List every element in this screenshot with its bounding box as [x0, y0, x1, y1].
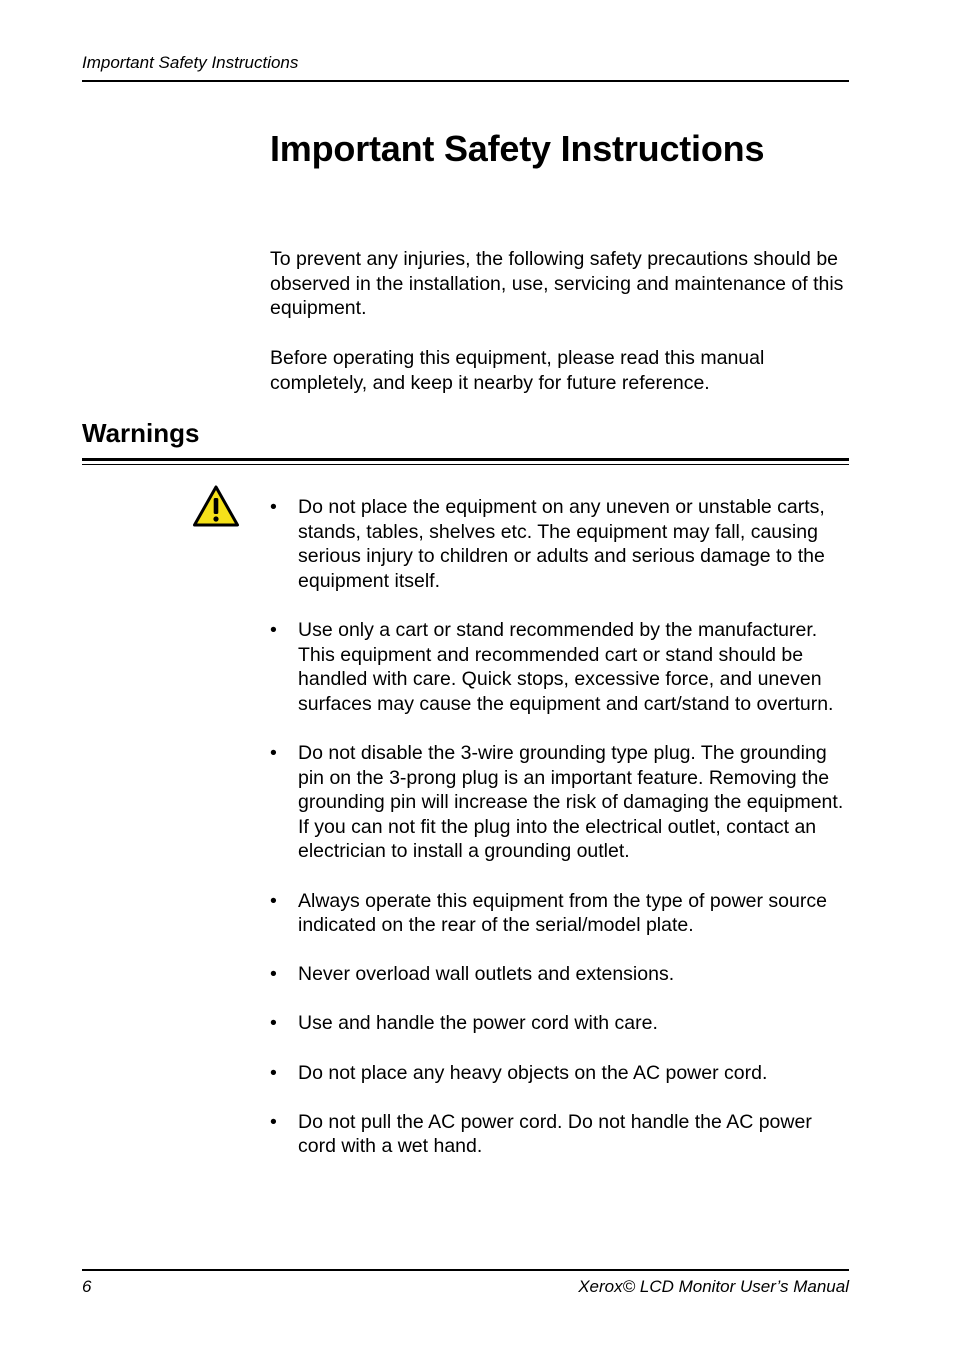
warning-text: Use only a cart or stand recommended by the manufacturer. This equipment and recommended cart or stand should be handled with care. Quick stops, excessive force, and uneven surfaces may cause the equipment and cart/stand to overturn. — [298, 618, 834, 715]
page-number: 6 — [82, 1277, 92, 1296]
warning-item — [270, 1110, 850, 1159]
warning-text: Never overload wall outlets and extensions. — [298, 963, 675, 986]
warning-triangle-icon — [192, 484, 240, 528]
page-title: Important Safety Instructions — [270, 128, 765, 169]
bullet: • — [270, 889, 277, 912]
bullet: • — [270, 496, 277, 518]
warning-item — [270, 741, 850, 864]
warning-text: Use and handle the power cord with care. — [298, 1012, 658, 1035]
footer-rule — [82, 1269, 849, 1271]
warning-item — [270, 1011, 850, 1036]
intro-paragraph-2: Before operating this equipment, please read this manual completely, and keep it nearby for future reference. — [270, 347, 765, 394]
bullet: • — [270, 1110, 277, 1133]
warning-text: Do not place the equipment on any uneven or unstable carts, stands, tables, shelves etc. The equipment may fall, causing serious injury to children or adults and serious damage to the equipment itself. — [298, 496, 825, 592]
warning-text: Always operate this equipment from the type of power source indicated on the rear of the serial/model plate. — [298, 889, 827, 937]
warning-item — [270, 618, 850, 716]
running-header: Important Safety Instructions — [82, 53, 299, 72]
bullet: • — [270, 741, 277, 764]
manual-title: Xerox© LCD Monitor User’s Manual — [578, 1277, 849, 1296]
section-rule-secondary — [82, 464, 849, 465]
section-rule — [82, 458, 849, 461]
warnings-heading: Warnings — [82, 418, 200, 448]
warning-item — [270, 889, 850, 938]
warning-text: Do not place any heavy objects on the AC power cord. — [298, 1061, 768, 1084]
warning-text: Do not disable the 3-wire grounding type plug. The grounding pin on the 3-prong plug is an important feature. Removing the grounding pin will increase the risk of damaging the equipment. If you can not fit the plug into the electrical outlet, contact an electrician to install a grounding outlet. — [298, 741, 844, 863]
warning-list — [270, 495, 850, 1184]
bullet: • — [270, 963, 277, 986]
bullet: • — [270, 618, 277, 641]
warning-text: Do not pull the AC power cord. Do not handle the AC power cord with a wet hand. — [298, 1110, 812, 1158]
bullet: • — [270, 1012, 277, 1035]
bullet: • — [270, 1061, 277, 1084]
intro-paragraph-1: To prevent any injuries, the following safety precautions should be observed in the installation, use, servicing and maintenance of this equipment. — [270, 248, 844, 319]
header-rule — [82, 80, 849, 82]
warning-item — [270, 1061, 850, 1086]
warning-item — [270, 495, 850, 593]
warning-item — [270, 962, 850, 987]
